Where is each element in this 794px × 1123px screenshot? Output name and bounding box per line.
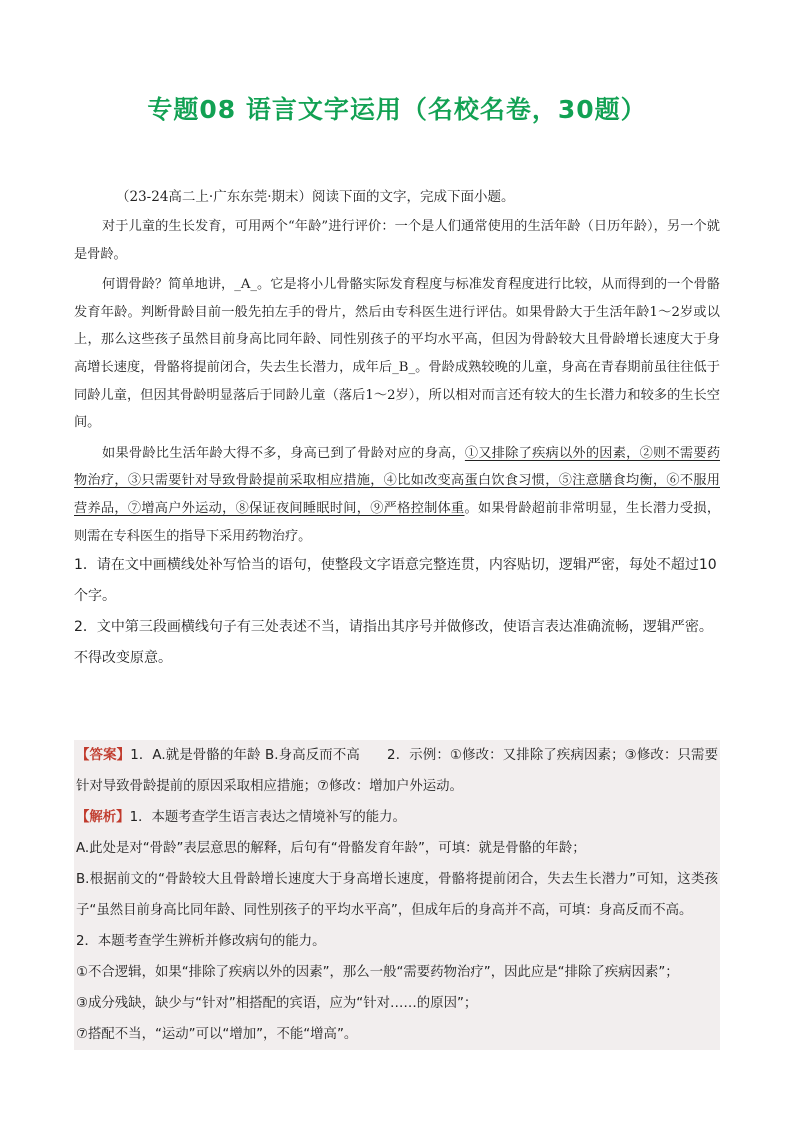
analysis-line-3: B.根据前文的“骨龄较大且骨龄增长速度大于身高增长速度，骨骼将提前闭合，失去生长潜力”可知，这类孩子“虽然目前身高比同年龄、同性别孩子的平均水平高”，但成年后的身高并不高，可填：身高反而不高。 xyxy=(76,872,718,918)
underlined-sentence: ①又排除了疾病以外的因素，②则不需要药物治疗，③只需要针对导致骨龄提前采取相应措施，④比如改变高蛋白饮食习惯，⑤注意膳食均衡，⑥不服用营养品，⑦增高户外运动，⑧保证夜间睡眠时间，⑨严格控制体重 xyxy=(74,445,721,516)
answer-box xyxy=(74,740,720,1050)
analysis-text-1: 1．本题考查学生语言表达之情境补写的能力。 xyxy=(129,810,406,825)
source-line: （23-24高二上·广东东莞·期末）阅读下面的文字，完成下面小题。 xyxy=(116,189,515,205)
page-title: 专题08 语言文字运用（名校名卷，30题） xyxy=(147,95,647,124)
analysis-line-1 xyxy=(74,802,720,833)
analysis-line-4: 2．本题考查学生辨析并修改病句的能力。 xyxy=(76,934,326,949)
analysis-line-7: ⑦搭配不当，“运动”可以“增加”，不能“增高”。 xyxy=(76,1027,358,1042)
question-2: 2．文中第三段画横线句子有三处表述不当，请指出其序号并做修改，使语言表达准确流畅，逻辑严密。不得改变原意。 xyxy=(74,619,713,667)
answer-text: 1．A.就是骨骼的年龄 B.身高反而不高 2．示例：①修改：又排除了疾病因素；③修改：只需要针对导致骨龄提前的原因采取相应措施；⑦修改：增加户外运动。 xyxy=(76,748,718,794)
question-1: 1．请在文中画横线处补写恰当的语句，使整段文字语意完整连贯，内容贴切，逻辑严密，每处不超过10个字。 xyxy=(74,557,717,605)
paragraph-2: 何谓骨龄？简单地讲，_A_。它是将小儿骨骼实际发育程度与标准发育程度进行比较，从而得到的一个骨骼发育年龄。判断骨龄目前一般先拍左手的骨片，然后由专科医生进行评估。如果骨龄大于生活年龄1～2岁或以上，那么这些孩子虽然目前身高比同年龄、同性别孩子的平均水平高，但因为骨龄较大且骨龄增长速度大于身高增长速度，骨骼将提前闭合，失去生长潜力，成年后_B_。骨龄成熟较晚的儿童，身高在青春期前虽往往低于同龄儿童，但因其骨龄明显落后于同龄儿童（落后1～2岁），所以相对而言还有较大的生长潜力和较多的生长空间。 xyxy=(74,277,720,431)
analysis-line-5: ①不合逻辑，如果“排除了疾病以外的因素”，那么一般“需要药物治疗”，因此应是“排除了疾病因素”； xyxy=(76,965,679,980)
paragraph-3 xyxy=(74,440,720,550)
paragraph-3-tail: 。如果骨龄超前非常明显，生长潜力受损，则需在专科医生的指导下采用药物治疗。 xyxy=(74,500,721,544)
analysis-tag: 【解析】 xyxy=(76,810,130,825)
analysis-line-2: A.此处是对“骨龄”表层意思的解释，后句有“骨骼发育年龄”，可填：就是骨骼的年龄； xyxy=(76,841,586,856)
answer-line xyxy=(74,740,720,802)
passage xyxy=(74,184,720,674)
paragraph-1: 对于儿童的生长发育，可用两个“年龄”进行评价：一个是人们通常使用的生活年龄（日历年龄），另一个就是骨龄。 xyxy=(74,219,720,262)
answer-tag: 【答案】 xyxy=(76,748,131,763)
paragraph-3-lead: 如果骨龄比生活年龄大得不多，身高已到了骨龄对应的身高， xyxy=(102,445,465,461)
analysis-line-6: ③成分残缺，缺少与“针对”相搭配的宾语，应为“针对……的原因”； xyxy=(76,996,478,1011)
